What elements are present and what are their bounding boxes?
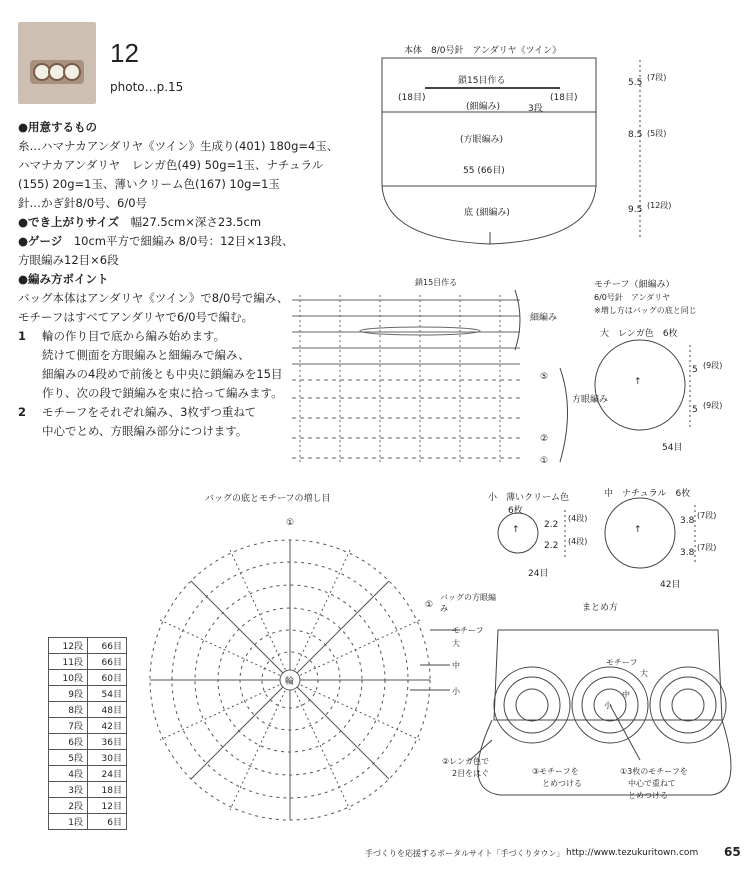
large-dim2: 5	[692, 405, 698, 415]
up-arrow-icon: ↑	[512, 525, 520, 535]
materials-line: 糸…ハマナカアンダリヤ《ツイン》生成り(401) 180g=4玉、	[18, 139, 339, 153]
mesh-bracket	[560, 368, 568, 462]
motif-needle: 6/0号針 アンダリヤ	[594, 293, 671, 302]
table-row	[49, 750, 127, 766]
table-cell-sts: 60目	[88, 670, 127, 686]
page-number: 65	[724, 845, 741, 859]
body-chain-label: 鎖15目作る	[458, 76, 506, 86]
table-cell-sts: 24目	[88, 766, 127, 782]
gauge-line1: 10cm平方で細編み 8/0号：12目×13段、	[73, 234, 294, 248]
points-line: バッグ本体はアンダリヤ《ツイン》で8/0号で編み、	[18, 291, 289, 305]
table-row	[49, 766, 127, 782]
round-chart-title: バッグの底とモチーフの増し目	[205, 494, 331, 504]
step-line: 続けて側面を方眼編みと細編みで編み、	[42, 348, 250, 362]
assembly-small-label: 小	[604, 701, 612, 710]
small-stitches: 24目	[528, 569, 549, 579]
chart-row-2: ②	[540, 434, 549, 444]
large-count: 6枚	[662, 329, 678, 339]
body-mesh: (方眼編み)	[460, 135, 504, 145]
chart-chain-label: 鎖15目作る	[415, 278, 458, 287]
body-circumference: 55 (66目)	[463, 166, 505, 176]
assembly-bag-bottom	[478, 720, 731, 795]
medium-count: 6枚	[675, 489, 691, 499]
table-cell-row: 7段	[49, 718, 88, 734]
table-cell-row: 3段	[49, 782, 88, 798]
chart-row-5: ⑤	[540, 372, 549, 382]
table-row	[49, 654, 127, 670]
materials-line: ハマナカアンダリヤ レンガ色(49) 50g=1玉、ナチュラル	[18, 158, 324, 172]
body-diagram-title: 本体 8/0号針 アンダリヤ《ツイン》	[404, 46, 562, 56]
table-row	[49, 734, 127, 750]
table-cell-sts: 48目	[88, 702, 127, 718]
round-mesh-mark: ①	[425, 600, 434, 610]
medium-dim2: 3.8	[680, 548, 695, 558]
table-row	[49, 702, 127, 718]
small-label: 小	[488, 493, 498, 503]
step-line: 細編みの4段めで前後とも中央に鎖編みを15目	[42, 367, 283, 381]
body-side-left: (18目)	[398, 93, 426, 103]
table-cell-sts: 30目	[88, 750, 127, 766]
points-line: モチーフはすべてアンダリヤで6/0号で編む。	[18, 310, 254, 324]
table-cell-row: 2段	[49, 798, 88, 814]
body-band-rows: 3段	[528, 104, 543, 114]
small-dim2: 2.2	[544, 541, 559, 551]
medium-stitches: 42目	[660, 580, 681, 590]
body-bottom: 底 (細編み)	[464, 208, 510, 218]
chart-row-1: ①	[540, 456, 549, 466]
round-chart-center: 輪	[285, 677, 295, 687]
chart-sc-label: 細編み	[530, 313, 558, 323]
table-cell-row: 12段	[49, 638, 88, 654]
assembly-motif-label: モチーフ	[606, 658, 638, 667]
table-cell-row: 10段	[49, 670, 88, 686]
motif-title: モチーフ（細編み）	[594, 280, 675, 290]
small-rows1: (4段)	[568, 514, 588, 523]
table-row	[49, 798, 127, 814]
large-dim1: 5	[692, 365, 698, 375]
sc-bracket	[515, 290, 520, 350]
size-value: 幅27.5cm×深さ23.5cm	[130, 215, 262, 229]
gauge-title: ●ゲージ	[18, 234, 63, 248]
medium-dim1: 3.8	[680, 516, 695, 526]
body-dim-rows: (12段)	[647, 201, 672, 210]
small-dim1: 2.2	[544, 520, 559, 530]
body-top-band: (細編み)	[466, 102, 501, 112]
step-line: モチーフをそれぞれ編み、3枚ずつ重ねて	[42, 405, 257, 419]
round-motif-label: モチーフ	[452, 626, 484, 635]
table-row	[49, 718, 127, 734]
table-cell-row: 4段	[49, 766, 88, 782]
gauge-line2: 方眼編み12目×6段	[18, 253, 119, 267]
table-cell-row: 9段	[49, 686, 88, 702]
points-title: ●編み方ポイント	[18, 272, 109, 286]
body-dim-rows: (7段)	[647, 73, 667, 82]
up-arrow-icon: ↑	[634, 525, 642, 535]
large-rows2: (9段)	[703, 401, 723, 410]
medium-motif-header	[604, 486, 690, 499]
table-row	[49, 670, 127, 686]
assembly-step3: ③モチーフを	[532, 767, 579, 776]
round-large-label: 大	[452, 639, 460, 648]
large-label: 大	[600, 329, 610, 339]
table-cell-row: 1段	[49, 814, 88, 830]
body-dim-rows: (5段)	[647, 129, 667, 138]
small-rows2: (4段)	[568, 537, 588, 546]
increase-table	[48, 637, 127, 830]
assembly-large-label: 大	[640, 669, 648, 678]
large-motif-header	[600, 326, 678, 339]
footer-portal: 手づくりを応援するポータルサイト「手づくりタウン」	[365, 849, 565, 858]
table-cell-row: 6段	[49, 734, 88, 750]
medium-color: ナチュラル	[622, 489, 667, 499]
assembly-step2: ②レンガ色で	[442, 757, 489, 766]
step-line: 中心でとめ、方眼編み部分につけます。	[42, 424, 248, 438]
table-cell-row: 5段	[49, 750, 88, 766]
assembly-step3b: とめつける	[542, 779, 582, 788]
materials-title: ●用意するもの	[18, 120, 98, 134]
up-arrow-icon: ↑	[634, 377, 642, 387]
table-row	[49, 782, 127, 798]
large-stitches: 54目	[662, 443, 683, 453]
body-dim-cm: 8.5	[628, 130, 643, 140]
pattern-number: 12	[110, 38, 139, 68]
assembly-step1c: とめつける	[628, 791, 668, 800]
table-cell-sts: 42目	[88, 718, 127, 734]
step-line: 作り、次の段で鎖編みを束に拾って編みます。	[42, 386, 283, 400]
large-color: レンガ色	[618, 329, 654, 339]
body-side-right: (18目)	[550, 93, 578, 103]
table-cell-sts: 6目	[88, 814, 127, 830]
small-motif-header	[488, 490, 569, 503]
step-number: 2	[18, 405, 27, 419]
round-chart-row-mark: ①	[286, 518, 295, 528]
table-row	[49, 814, 127, 830]
assembly-step1: ①3枚のモチーフを	[620, 767, 688, 776]
table-cell-sts: 66目	[88, 654, 127, 670]
small-color: 薄いクリーム色	[506, 493, 570, 503]
assembly-medium-label: 中	[622, 690, 630, 699]
step-number: 1	[18, 329, 27, 343]
footer-url[interactable]: http://www.tezukuritown.com	[566, 848, 699, 858]
table-cell-sts: 18目	[88, 782, 127, 798]
small-count: 6枚	[508, 506, 523, 516]
chart-mesh-label: 方眼編み	[572, 395, 609, 405]
table-cell-row: 8段	[49, 702, 88, 718]
step-line: 輪の作り目で底から編み始めます。	[42, 329, 226, 343]
motif-note: ※増し方はバッグの底と同じ	[594, 306, 697, 315]
table-cell-sts: 12目	[88, 798, 127, 814]
table-cell-sts: 54目	[88, 686, 127, 702]
stitch-chart-grid	[292, 295, 520, 465]
size-title: ●でき上がりサイズ	[18, 215, 120, 229]
assembly-title: まとめ方	[582, 603, 619, 613]
materials-line: (155) 20g=1玉、薄いクリーム色(167) 10g=1玉	[18, 177, 280, 191]
assembly-step1b: 中心で重ねて	[628, 779, 676, 788]
round-medium-label: 中	[452, 661, 460, 670]
table-row	[49, 638, 127, 654]
round-mesh-label: バッグの方眼編み	[440, 593, 496, 613]
medium-rows1: (7段)	[697, 511, 717, 520]
table-cell-sts: 36目	[88, 734, 127, 750]
medium-label: 中	[604, 489, 614, 499]
photo-reference: photo…p.15	[110, 80, 184, 94]
materials-line: 針…かぎ針8/0号、6/0号	[18, 196, 148, 210]
round-small-label: 小	[452, 687, 460, 696]
table-row	[49, 686, 127, 702]
medium-rows2: (7段)	[697, 543, 717, 552]
table-cell-sts: 66目	[88, 638, 127, 654]
large-rows1: (9段)	[703, 361, 723, 370]
assembly-step2b: 2目をはぐ	[452, 769, 490, 778]
body-dim-cm: 9.5	[628, 205, 643, 215]
body-dim-cm: 5.5	[628, 78, 643, 88]
table-cell-row: 11段	[49, 654, 88, 670]
